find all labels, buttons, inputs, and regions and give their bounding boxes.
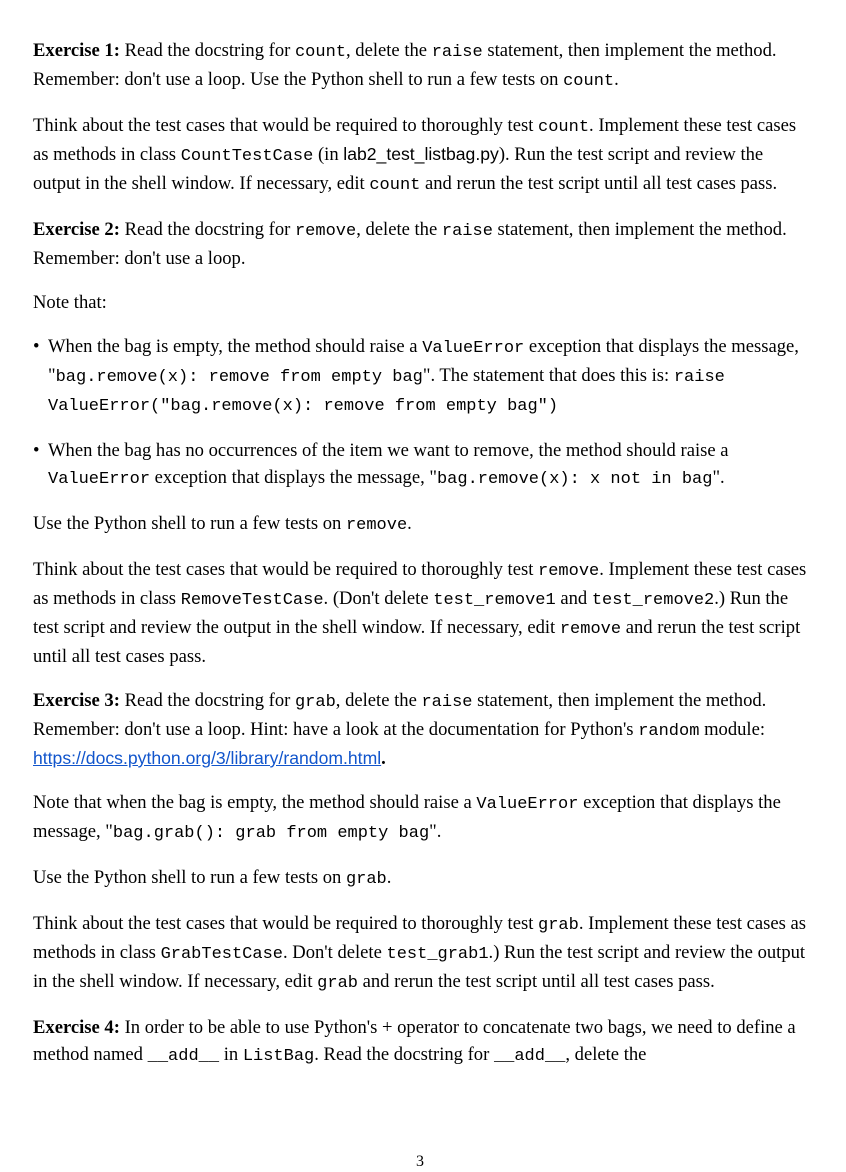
text: . Implement these test cases as methods in class xyxy=(33,115,797,165)
text: . Implement these test cases as methods in class xyxy=(33,559,807,609)
exercise-3-paragraph xyxy=(33,687,815,772)
exercise-1-paragraph xyxy=(33,37,815,95)
code-test-grab1: test_grab1 xyxy=(386,945,489,964)
code-grab-test-case: GrabTestCase xyxy=(160,945,283,964)
exercise-3-test-paragraph xyxy=(33,910,815,997)
code-message: bag.grab(): grab from empty bag xyxy=(112,824,430,843)
text: . (Don't delete xyxy=(323,588,434,609)
text: (in xyxy=(313,144,344,165)
code-remove: remove xyxy=(559,620,622,639)
text: Think about the test cases that would be required to thoroughly test xyxy=(33,559,539,580)
code-raise: raise xyxy=(441,222,493,241)
code-message: bag.remove(x): x not in bag xyxy=(436,470,713,489)
code-listbag: ListBag xyxy=(242,1047,315,1066)
exercise-3-label: Exercise 3: xyxy=(33,690,120,711)
code-grab: grab xyxy=(345,870,387,889)
text: , delete the xyxy=(356,219,442,240)
list-item xyxy=(33,437,815,493)
text: When the bag is empty, the method should raise a xyxy=(48,336,423,357)
code-count: count xyxy=(538,118,590,137)
exercise-4-label: Exercise 4: xyxy=(33,1017,120,1038)
text: Read the docstring for xyxy=(119,690,295,711)
text: ". xyxy=(429,821,442,842)
text: Use the Python shell to run a few tests on xyxy=(33,867,346,888)
text: and rerun the test script until all test cases pass. xyxy=(33,617,801,667)
code-value-error: ValueError xyxy=(48,470,151,489)
text: statement, then implement the method. Remember: don't use a loop. Use the Python shell to run a few tests on xyxy=(33,40,777,90)
page-number: 3 xyxy=(416,1153,424,1170)
text: Note that when the bag is empty, the method should raise a xyxy=(33,792,477,813)
code-count-test-case: CountTestCase xyxy=(180,147,314,166)
text: , delete the xyxy=(565,1044,647,1065)
text: . xyxy=(386,867,392,888)
note-list xyxy=(33,333,815,493)
filename-test-listbag: lab2_test_listbag.py xyxy=(343,144,499,164)
code-value-error: ValueError xyxy=(476,795,579,814)
code-remove: remove xyxy=(538,562,600,581)
code-raise-statement: raise ValueError("bag.remove(x): remove from empty bag") xyxy=(48,368,725,416)
exercise-2-paragraph xyxy=(33,216,815,272)
text: .) Run the test script and review the output in the shell window. If necessary, edit xyxy=(33,942,806,992)
text: . Implement these test cases as methods in class xyxy=(33,913,807,963)
code-remove: remove xyxy=(345,516,408,535)
list-item xyxy=(33,333,815,420)
code-message: bag.remove(x): remove from empty bag xyxy=(55,368,423,387)
exercise-2-test-paragraph xyxy=(33,556,815,670)
exercise-2-shell-paragraph xyxy=(33,510,815,539)
code-count: count xyxy=(369,176,421,195)
code-add: __add__ xyxy=(493,1047,566,1066)
text: .) Run the test script and review the output in the shell window. If necessary, edit xyxy=(33,588,789,638)
code-grab: grab xyxy=(538,916,579,935)
text: Think about the test cases that would be required to thoroughly test xyxy=(33,913,539,934)
code-count: count xyxy=(294,43,346,62)
text: and xyxy=(555,588,592,609)
text: When the bag has no occurrences of the item we want to remove, the method should raise a xyxy=(48,440,729,461)
exercise-2-label: Exercise 2: xyxy=(33,219,120,240)
code-count: count xyxy=(563,72,615,91)
code-grab: grab xyxy=(317,974,358,993)
random-docs-link[interactable]: https://docs.python.org/3/library/random.html xyxy=(33,748,382,768)
text: . xyxy=(614,69,619,90)
code-test-remove1: test_remove1 xyxy=(433,591,556,610)
text: ). Run the test script and review the output in the shell window. If necessary, edit xyxy=(33,144,764,194)
note-heading: Note that: xyxy=(33,292,107,313)
text: . Don't delete xyxy=(282,942,387,963)
exercise-3-shell-paragraph xyxy=(33,864,815,893)
document-body xyxy=(33,37,815,1087)
exercise-1-label: Exercise 1: xyxy=(33,40,120,61)
text: . Read the docstring for xyxy=(314,1044,494,1065)
text: ". xyxy=(712,467,725,488)
code-grab: grab xyxy=(294,693,336,712)
text: . xyxy=(407,513,412,534)
code-raise: raise xyxy=(421,693,473,712)
code-value-error: ValueError xyxy=(422,339,525,358)
exercise-3-note-paragraph xyxy=(33,789,815,847)
text: . xyxy=(381,748,386,769)
text: statement, then implement the method. Remember: don't use a loop. Hint: have a look at the documentation for Python's xyxy=(33,690,767,740)
text: module: xyxy=(699,719,766,740)
text: ". The statement that does this is: xyxy=(422,365,674,386)
text: in xyxy=(219,1044,243,1065)
text: Use the Python shell to run a few tests on xyxy=(33,513,346,534)
text: In order to be able to use Python's + operator to concatenate two bags, we need to define a method named xyxy=(33,1017,796,1065)
text: and rerun the test script until all test cases pass. xyxy=(357,971,715,992)
exercise-4-paragraph xyxy=(33,1014,815,1070)
code-random: random xyxy=(638,722,700,741)
text: exception that displays the message, " xyxy=(33,792,781,842)
text: statement, then implement the method. Remember: don't use a loop. xyxy=(33,219,787,269)
text: exception that displays the message, " xyxy=(150,467,437,488)
code-add: __add__ xyxy=(147,1047,220,1066)
text: , delete the xyxy=(345,40,432,61)
text: exception that displays the message, " xyxy=(48,336,799,386)
text: Read the docstring for xyxy=(119,40,295,61)
code-raise: raise xyxy=(431,43,483,62)
code-test-remove2: test_remove2 xyxy=(591,591,715,610)
text: , delete the xyxy=(335,690,422,711)
text: Think about the test cases that would be required to thoroughly test xyxy=(33,115,539,136)
text: and rerun the test script until all test cases pass. xyxy=(420,173,778,194)
code-remove: remove xyxy=(294,222,357,241)
code-remove-test-case: RemoveTestCase xyxy=(180,591,324,610)
text: Read the docstring for xyxy=(119,219,295,240)
exercise-1-test-paragraph xyxy=(33,112,815,199)
